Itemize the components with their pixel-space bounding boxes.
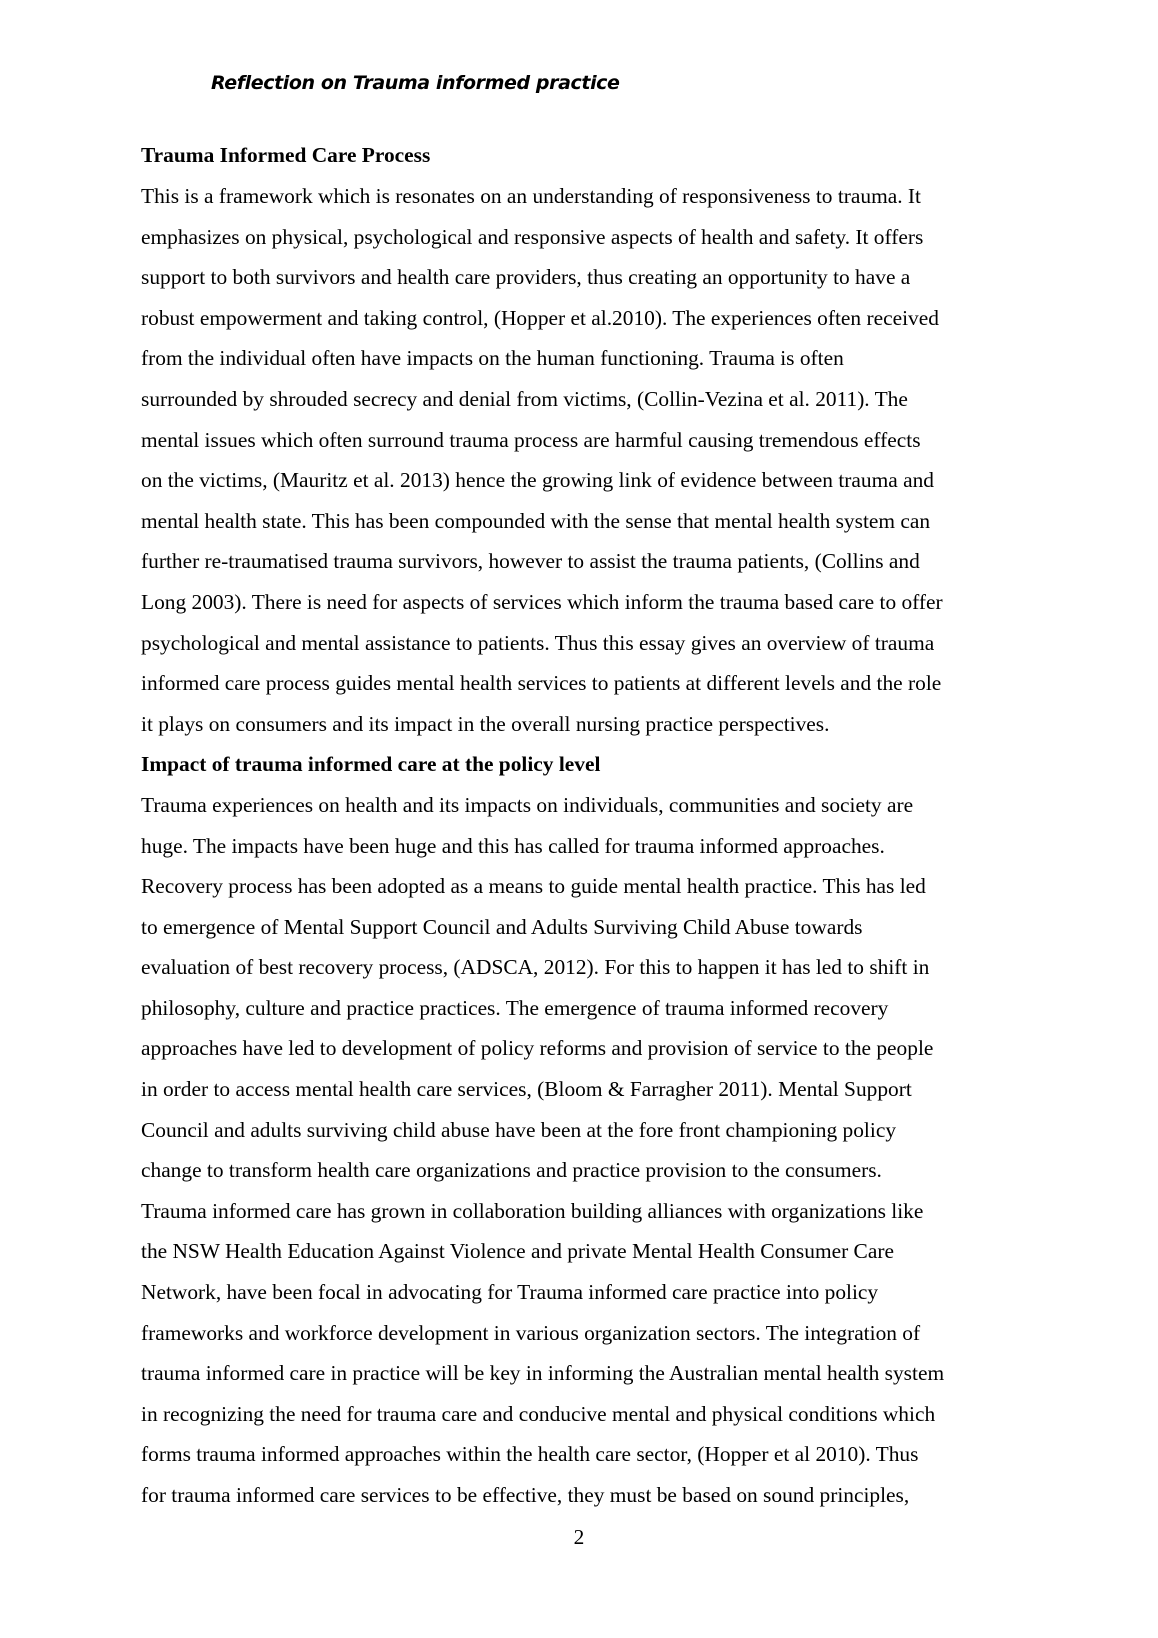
text-line: informed care process guides mental health services to patients at different levels and the role [141,671,942,696]
text-line: Council and adults surviving child abuse have been at the fore front championing policy [141,1117,897,1142]
text-line: huge. The impacts have been huge and this has called for trauma informed approaches. [141,833,885,858]
text-line: evaluation of best recovery process, (ADSCA, 2012). For this to happen it has led to shift in [141,955,930,980]
text-line: This is a framework which is resonates on an understanding of responsiveness to trauma. It [141,184,921,208]
text-line: in recognizing the need for trauma care and conducive mental and physical conditions which [141,1401,936,1426]
text-line: forms trauma informed approaches within the health care sector, (Hopper et al 2010). Thus [141,1442,919,1467]
text-line: support to both survivors and health care providers, thus creating an opportunity to have a [141,265,911,290]
text-line: it plays on consumers and its impact in the overall nursing practice perspectives. [141,711,830,736]
document-body [141,138,1028,1516]
text-line: Recovery process has been adopted as a means to guide mental health practice. This has led [141,874,926,899]
section-heading-policy-level-impact: Impact of trauma informed care at the policy level [141,752,601,777]
text-line: surrounded by shrouded secrecy and denial from victims, (Collin-Vezina et al. 2011). The [141,386,908,411]
text-line: psychological and mental assistance to patients. Thus this essay gives an overview of trauma [141,630,935,655]
text-line: Long 2003). There is need for aspects of services which inform the trauma based care to offer [141,589,943,614]
text-line: Trauma experiences on health and its impacts on individuals, communities and society are [141,792,914,817]
text-line: approaches have led to development of policy reforms and provision of service to the people [141,1036,934,1061]
text-line: Network, have been focal in advocating for Trauma informed care practice into policy [141,1280,879,1305]
page-number: 2 [573,1525,585,1549]
text-line: further re-traumatised trauma survivors, however to assist the trauma patients, (Collins and [141,549,920,574]
text-line: philosophy, culture and practice practices. The emergence of trauma informed recovery [141,995,889,1020]
text-line: robust empowerment and taking control, (Hopper et al.2010). The experiences often received [141,305,939,330]
text-line: the NSW Health Education Against Violence and private Mental Health Consumer Care [141,1239,894,1264]
text-line: from the individual often have impacts on the human functioning. Trauma is often [141,346,844,371]
running-header-title: Reflection on Trauma informed practice [211,72,620,94]
text-line: for trauma informed care services to be effective, they must be based on sound principles, [141,1483,910,1507]
section-heading-trauma-informed-care-process: Trauma Informed Care Process [141,143,431,167]
text-line: on the victims, (Mauritz et al. 2013) hence the growing link of evidence between trauma and [141,468,934,493]
text-line: mental health state. This has been compounded with the sense that mental health system can [141,508,931,533]
text-line: in order to access mental health care services, (Bloom & Farragher 2011). Mental Support [141,1077,912,1102]
text-line: to emergence of Mental Support Council and Adults Surviving Child Abuse towards [141,914,863,939]
text-line: change to transform health care organizations and practice provision to the consumers. [141,1158,882,1183]
text-line: Trauma informed care has grown in collaboration building alliances with organizations like [141,1198,924,1223]
text-line: mental issues which often surround trauma process are harmful causing tremendous effects [141,427,921,452]
text-line: emphasizes on physical, psychological and responsive aspects of health and safety. It offers [141,224,924,249]
section-paragraph-trauma-informed-care-process [141,176,1028,744]
section-paragraph-policy-level-impact [141,785,1028,1516]
text-line: frameworks and workforce development in various organization sectors. The integration of [141,1320,921,1345]
text-line: trauma informed care in practice will be key in informing the Australian mental health system [141,1361,945,1386]
